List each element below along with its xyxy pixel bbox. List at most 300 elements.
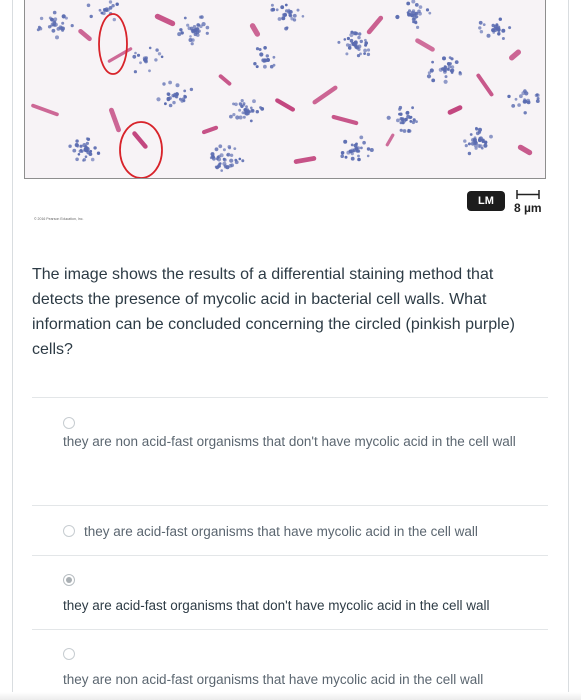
rod-cell bbox=[154, 13, 176, 27]
coccus bbox=[370, 148, 374, 152]
coccus bbox=[84, 148, 87, 151]
coccus bbox=[87, 4, 91, 8]
coccus bbox=[93, 146, 96, 149]
coccus bbox=[245, 105, 248, 108]
coccus bbox=[474, 136, 477, 139]
coccus bbox=[451, 69, 455, 73]
coccus bbox=[242, 111, 245, 114]
rod-body bbox=[293, 156, 316, 165]
coccus bbox=[97, 152, 100, 155]
coccus bbox=[523, 100, 526, 103]
coccus bbox=[137, 54, 140, 57]
radio-button-4[interactable] bbox=[63, 648, 75, 660]
coccus bbox=[406, 2, 410, 6]
coccus bbox=[196, 23, 200, 27]
coccus bbox=[134, 52, 137, 55]
rod-body bbox=[508, 48, 522, 61]
rod-cell bbox=[508, 48, 522, 61]
coccus bbox=[367, 53, 370, 56]
rod-cell bbox=[201, 125, 218, 135]
answer-label-4[interactable]: they are non acid-fast organisms that have mycolic acid in the cell wall bbox=[63, 672, 484, 687]
coccus bbox=[173, 93, 176, 96]
coccus bbox=[61, 22, 64, 25]
coccus bbox=[228, 145, 232, 149]
coccus bbox=[364, 39, 367, 42]
coccus bbox=[459, 71, 462, 74]
coccus bbox=[245, 112, 249, 116]
rod-cell bbox=[131, 130, 148, 149]
coccus bbox=[260, 107, 264, 111]
coccus bbox=[200, 15, 204, 19]
coccus bbox=[475, 127, 478, 130]
coccus bbox=[418, 12, 422, 16]
coccus bbox=[220, 169, 223, 172]
coccus bbox=[241, 99, 244, 102]
coccus bbox=[52, 29, 56, 33]
rod-cell bbox=[293, 156, 316, 165]
coccus bbox=[302, 15, 305, 18]
coccus bbox=[198, 30, 201, 33]
coccus bbox=[428, 71, 431, 74]
coccus bbox=[164, 102, 167, 105]
coccus bbox=[400, 121, 403, 124]
copyright-text: © 2016 Pearson Education, Inc. bbox=[34, 217, 84, 221]
circle-marker-1 bbox=[99, 14, 127, 74]
coccus bbox=[285, 4, 288, 7]
rod-cell bbox=[274, 98, 295, 113]
coccus bbox=[487, 34, 491, 38]
coccus bbox=[455, 60, 459, 64]
rod-body bbox=[476, 73, 495, 97]
coccus bbox=[354, 32, 358, 36]
coccus bbox=[480, 30, 483, 33]
rod-body bbox=[414, 38, 435, 53]
rod-cell bbox=[331, 114, 359, 125]
coccus bbox=[224, 166, 227, 169]
coccus bbox=[184, 95, 187, 98]
coccus bbox=[75, 139, 78, 142]
coccus bbox=[463, 139, 466, 142]
coccus bbox=[356, 150, 359, 153]
coccus bbox=[400, 129, 403, 132]
coccus bbox=[116, 2, 119, 5]
coccus bbox=[183, 90, 186, 93]
scale-label: 8 µm bbox=[514, 201, 542, 215]
coccus bbox=[358, 32, 361, 35]
coccus bbox=[476, 131, 480, 135]
coccus bbox=[263, 65, 267, 69]
coccus bbox=[357, 146, 361, 150]
coccus bbox=[71, 24, 74, 27]
coccus bbox=[239, 158, 242, 161]
coccus bbox=[168, 81, 172, 85]
coccus bbox=[230, 154, 233, 157]
coccus bbox=[359, 53, 362, 56]
coccus bbox=[223, 148, 226, 151]
coccus bbox=[215, 147, 219, 151]
coccus bbox=[360, 147, 363, 150]
divider bbox=[32, 555, 548, 556]
coccus bbox=[252, 109, 255, 112]
coccus bbox=[233, 147, 236, 150]
coccus bbox=[511, 104, 515, 108]
rod-body bbox=[366, 15, 384, 35]
coccus bbox=[179, 28, 182, 31]
coccus bbox=[502, 37, 505, 40]
coccus bbox=[250, 120, 253, 123]
rod-body bbox=[154, 13, 176, 27]
coccus bbox=[479, 21, 483, 25]
coccus bbox=[109, 0, 112, 3]
coccus bbox=[229, 115, 233, 119]
coccus bbox=[256, 110, 259, 113]
coccus bbox=[501, 29, 505, 33]
coccus bbox=[355, 46, 358, 49]
rod-cell bbox=[108, 107, 121, 133]
coccus bbox=[445, 75, 448, 78]
coccus bbox=[82, 143, 86, 147]
coccus bbox=[347, 37, 350, 40]
coccus bbox=[357, 36, 360, 39]
rod-body bbox=[274, 98, 295, 113]
coccus bbox=[478, 137, 481, 140]
rod-body bbox=[385, 133, 395, 147]
coccus bbox=[406, 111, 410, 115]
coccus bbox=[158, 52, 161, 55]
coccus bbox=[259, 48, 262, 51]
coccus bbox=[349, 33, 353, 37]
rod-cell bbox=[77, 28, 92, 42]
rod-cell bbox=[312, 85, 339, 106]
rod-body bbox=[31, 103, 60, 116]
coccus bbox=[351, 42, 354, 45]
coccus bbox=[65, 17, 68, 20]
coccus bbox=[161, 56, 164, 59]
coccus bbox=[271, 4, 274, 7]
rod-body bbox=[447, 104, 463, 115]
coccus bbox=[76, 145, 79, 148]
coccus bbox=[498, 31, 501, 34]
answer-label-3[interactable]: they are acid-fast organisms that don't have mycolic acid in the cell wall bbox=[63, 598, 490, 613]
coccus bbox=[354, 41, 357, 44]
coccus bbox=[536, 93, 539, 96]
rod-cell bbox=[414, 38, 435, 53]
coccus bbox=[243, 102, 246, 105]
rod-cell bbox=[517, 144, 533, 156]
coccus bbox=[226, 154, 229, 157]
coccus bbox=[78, 153, 81, 156]
coccus bbox=[39, 27, 42, 30]
lm-badge: LM bbox=[467, 191, 505, 211]
coccus bbox=[419, 5, 423, 9]
coccus bbox=[442, 56, 446, 60]
coccus bbox=[478, 128, 482, 132]
coccus bbox=[340, 154, 344, 158]
coccus bbox=[90, 15, 93, 18]
coccus bbox=[256, 47, 259, 50]
micrograph-svg bbox=[25, 0, 545, 178]
bottom-shadow bbox=[0, 692, 581, 700]
coccus bbox=[441, 67, 444, 70]
coccus bbox=[387, 116, 391, 120]
coccus bbox=[83, 158, 86, 161]
coccus bbox=[449, 56, 452, 59]
coccus bbox=[411, 0, 415, 4]
coccus bbox=[55, 35, 59, 39]
coccus bbox=[50, 18, 54, 22]
radio-button-3-selected[interactable] bbox=[63, 574, 75, 586]
coccus bbox=[431, 79, 435, 83]
coccus bbox=[345, 52, 348, 55]
coccus bbox=[359, 136, 363, 140]
coccus bbox=[191, 38, 195, 42]
coccus bbox=[101, 12, 104, 15]
coccus bbox=[191, 42, 194, 45]
coccus bbox=[216, 157, 219, 160]
coccus bbox=[414, 21, 417, 24]
coccus bbox=[206, 32, 209, 35]
coccus bbox=[483, 23, 486, 26]
coccus bbox=[134, 70, 137, 73]
coccus bbox=[40, 17, 43, 20]
micrograph-image bbox=[24, 0, 546, 179]
coccus bbox=[194, 33, 197, 36]
coccus bbox=[362, 141, 366, 145]
rod-cell bbox=[366, 15, 384, 35]
coccus bbox=[448, 65, 452, 69]
coccus bbox=[177, 32, 181, 36]
radio-button-2[interactable] bbox=[63, 525, 75, 537]
coccus bbox=[186, 24, 189, 27]
coccus bbox=[495, 23, 498, 26]
coccus bbox=[363, 52, 366, 55]
coccus bbox=[220, 153, 224, 157]
rod-cell bbox=[447, 104, 463, 115]
coccus bbox=[355, 143, 358, 146]
rod-body bbox=[108, 107, 121, 133]
coccus bbox=[367, 155, 370, 158]
coccus bbox=[72, 149, 76, 153]
coccus bbox=[409, 116, 412, 119]
coccus bbox=[143, 56, 147, 60]
coccus bbox=[416, 26, 419, 29]
rod-cell bbox=[107, 47, 133, 64]
coccus bbox=[176, 83, 180, 87]
coccus bbox=[349, 150, 352, 153]
radio-button-1[interactable] bbox=[63, 417, 75, 429]
coccus bbox=[91, 158, 95, 162]
divider bbox=[32, 629, 548, 630]
coccus bbox=[87, 138, 90, 141]
coccus bbox=[283, 13, 286, 16]
coccus bbox=[489, 135, 493, 139]
rod-cell bbox=[31, 103, 60, 116]
coccus bbox=[156, 97, 160, 101]
coccus bbox=[360, 40, 363, 43]
coccus bbox=[497, 28, 500, 31]
rod-cell bbox=[249, 22, 261, 38]
coccus bbox=[281, 16, 285, 20]
coccus bbox=[263, 46, 267, 50]
coccus bbox=[481, 139, 484, 142]
coccus bbox=[81, 150, 84, 153]
coccus bbox=[167, 92, 171, 96]
coccus bbox=[478, 26, 481, 29]
coccus bbox=[259, 52, 263, 56]
coccus bbox=[470, 133, 473, 136]
coccus bbox=[256, 65, 259, 68]
coccus bbox=[155, 48, 158, 51]
rod-cell bbox=[385, 133, 395, 147]
coccus bbox=[270, 65, 274, 69]
coccus bbox=[527, 101, 531, 105]
coccus bbox=[395, 15, 399, 19]
coccus bbox=[132, 55, 136, 59]
coccus bbox=[79, 145, 82, 148]
coccus bbox=[483, 144, 487, 148]
coccus bbox=[234, 159, 237, 162]
coccus bbox=[273, 56, 276, 59]
coccus bbox=[351, 157, 355, 161]
coccus bbox=[411, 106, 414, 109]
coccus bbox=[261, 59, 265, 63]
coccus bbox=[218, 144, 222, 148]
coccus bbox=[345, 156, 348, 159]
answer-label-1[interactable]: they are non acid-fast organisms that don't have mycolic acid in the cell wall bbox=[63, 434, 516, 449]
coccus bbox=[357, 155, 360, 158]
coccus bbox=[507, 95, 510, 98]
rod-body bbox=[201, 125, 218, 135]
rod-cell bbox=[476, 73, 495, 97]
coccus bbox=[474, 144, 477, 147]
coccus bbox=[477, 144, 481, 148]
coccus bbox=[348, 46, 352, 50]
coccus bbox=[400, 117, 404, 121]
coccus bbox=[343, 140, 347, 144]
coccus bbox=[428, 12, 431, 15]
rod-body bbox=[77, 28, 92, 42]
coccus bbox=[399, 106, 402, 109]
coccus bbox=[223, 158, 226, 161]
coccus bbox=[484, 141, 488, 145]
coccus bbox=[211, 152, 215, 156]
scale-bar-line bbox=[516, 190, 540, 199]
coccus bbox=[468, 152, 471, 155]
coccus bbox=[444, 80, 448, 84]
coccus bbox=[367, 48, 370, 51]
coccus bbox=[415, 3, 419, 7]
coccus bbox=[202, 22, 206, 26]
divider bbox=[32, 505, 548, 506]
coccus bbox=[297, 9, 300, 12]
coccus bbox=[363, 49, 367, 53]
coccus bbox=[249, 111, 252, 114]
coccus bbox=[341, 151, 345, 155]
rod-body bbox=[218, 74, 232, 87]
coccus bbox=[515, 98, 518, 101]
coccus bbox=[499, 18, 502, 21]
coccus bbox=[271, 8, 275, 12]
coccus bbox=[396, 119, 400, 123]
coccus bbox=[190, 88, 193, 91]
coccus bbox=[239, 102, 242, 105]
coccus bbox=[426, 8, 429, 11]
divider bbox=[32, 397, 548, 398]
rod-body bbox=[249, 22, 261, 38]
coccus bbox=[286, 26, 289, 29]
coccus bbox=[492, 24, 495, 27]
coccus bbox=[293, 14, 297, 18]
rod-body bbox=[331, 114, 359, 125]
coccus bbox=[190, 27, 194, 31]
coccus bbox=[139, 61, 142, 64]
coccus bbox=[403, 129, 407, 133]
coccus bbox=[149, 47, 152, 50]
coccus bbox=[244, 108, 247, 111]
coccus bbox=[238, 109, 241, 112]
answer-label-2[interactable]: they are acid-fast organisms that have mycolic acid in the cell wall bbox=[84, 524, 478, 539]
coccus bbox=[229, 159, 233, 163]
coccus bbox=[169, 104, 173, 108]
coccus bbox=[172, 101, 175, 104]
coccus bbox=[75, 158, 79, 162]
coccus bbox=[280, 5, 284, 9]
coccus bbox=[523, 89, 527, 93]
coccus bbox=[468, 142, 471, 145]
coccus bbox=[344, 38, 347, 41]
rod-body bbox=[107, 47, 133, 64]
coccus bbox=[351, 144, 354, 147]
coccus bbox=[250, 107, 253, 110]
scale-bar bbox=[512, 188, 548, 218]
coccus bbox=[364, 41, 368, 45]
coccus bbox=[105, 7, 109, 11]
coccus bbox=[243, 116, 246, 119]
coccus bbox=[252, 99, 256, 103]
coccus bbox=[53, 11, 57, 15]
coccus bbox=[431, 61, 434, 64]
coccus bbox=[215, 166, 218, 169]
coccus bbox=[517, 103, 521, 107]
coccus bbox=[537, 97, 540, 100]
coccus bbox=[289, 14, 292, 17]
coccus bbox=[409, 120, 412, 123]
coccus bbox=[492, 31, 495, 34]
coccus bbox=[276, 8, 279, 11]
coccus bbox=[290, 17, 293, 20]
circle-marker-2 bbox=[120, 122, 162, 178]
coccus bbox=[113, 18, 116, 21]
coccus bbox=[411, 11, 415, 15]
coccus bbox=[189, 35, 192, 38]
coccus bbox=[162, 82, 165, 85]
coccus bbox=[337, 41, 340, 44]
coccus bbox=[48, 25, 51, 28]
coccus bbox=[278, 17, 282, 21]
coccus bbox=[154, 58, 157, 61]
coccus bbox=[357, 158, 361, 162]
question-text: The image shows the results of a differential staining method that detects the presence of mycolic acid in bacterial cell walls. What information can be concluded concerning the circled (pinkish purple) cells? bbox=[32, 266, 515, 358]
coccus bbox=[148, 69, 151, 72]
coccus bbox=[399, 113, 402, 116]
coccus bbox=[474, 141, 477, 144]
coccus bbox=[519, 94, 523, 98]
coccus bbox=[427, 74, 431, 78]
coccus bbox=[168, 96, 172, 100]
coccus bbox=[184, 17, 187, 20]
coccus bbox=[241, 159, 244, 162]
coccus bbox=[235, 115, 239, 119]
